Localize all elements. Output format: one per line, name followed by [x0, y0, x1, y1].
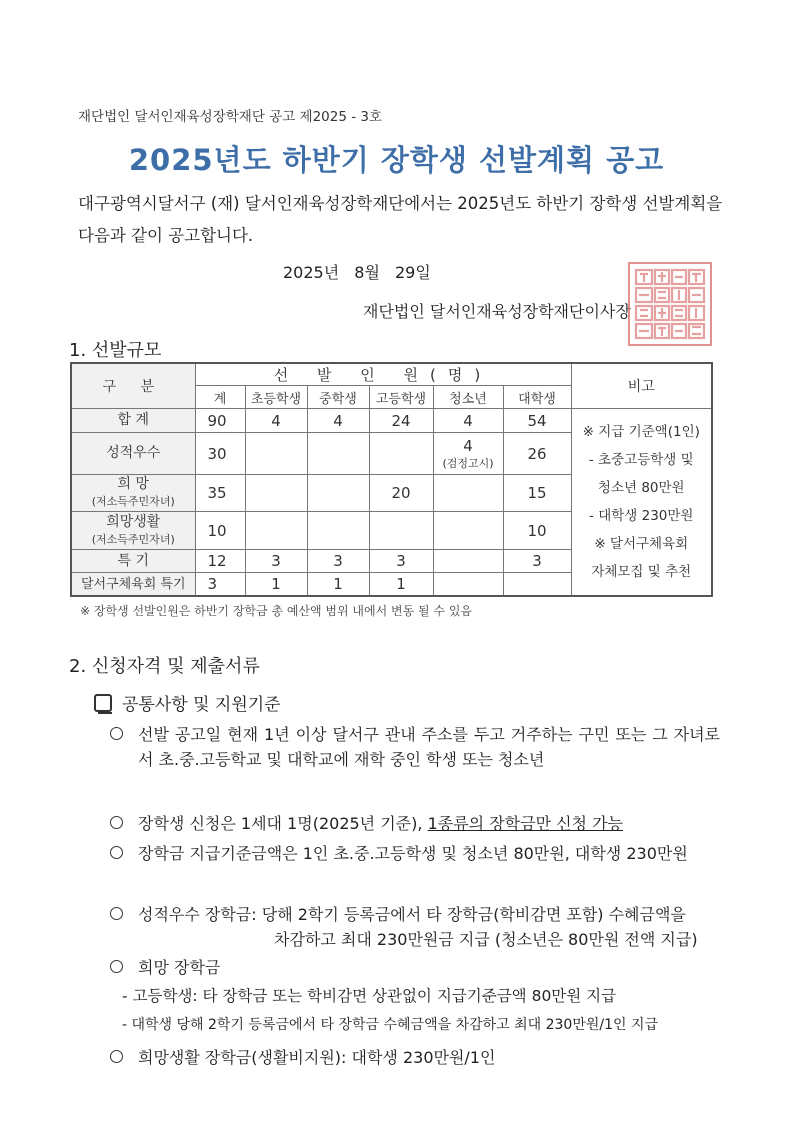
cell-youth: 4 [433, 409, 503, 433]
circle-bullet-icon [110, 907, 123, 920]
item-text-wrap [138, 811, 720, 836]
circle-bullet-icon [110, 816, 123, 829]
notice-date: 2025년 8월 29일 [283, 263, 431, 282]
item-text-wrap [138, 902, 720, 952]
cell-high: 1 [369, 573, 433, 597]
cell-youth [433, 573, 503, 597]
item-text: 장학금 지급기준금액은 1인 초.중.고등학생 및 청소년 80만원, 대학생 230만원 [138, 844, 688, 863]
cell-elementary [245, 512, 307, 550]
cell-youth [433, 475, 503, 512]
item-text: 희망 장학금 [138, 958, 221, 977]
section1-heading: 1. 선발규모 [69, 340, 162, 361]
row-label: 달서구체육회 특기 [71, 573, 195, 597]
circle-bullet-icon [110, 960, 123, 973]
subheader-elementary: 초등학생 [245, 386, 307, 409]
header-selection-count: 선 발 인 원(명) [195, 363, 571, 386]
cell-middle: 1 [307, 573, 369, 597]
list-item [110, 955, 720, 980]
cell-total: 30 [195, 433, 245, 475]
subheader-total: 계 [195, 386, 245, 409]
cell-middle [307, 512, 369, 550]
remarks-line: 청소년 80만원 [597, 480, 685, 496]
checkbox-square-icon [94, 694, 112, 712]
cell-youth-value: 4 [463, 436, 473, 455]
remarks-line: - 초중고등학생 및 [588, 452, 694, 468]
cell-university: 3 [503, 550, 571, 573]
official-seal-stamp [628, 262, 712, 346]
row-label: 희 망 [117, 476, 149, 492]
item-text: 선발 공고일 현재 1년 이상 달서구 관내 주소를 두고 거주하는 구민 또는 그 자녀로서 초.중.고등학교 및 대학교에 재학 중인 학생 또는 청소년 [138, 725, 720, 769]
list-item [110, 841, 720, 866]
cell-middle [307, 475, 369, 512]
cell-total: 35 [195, 475, 245, 512]
row-label-cell [71, 512, 195, 550]
cell-elementary: 1 [245, 573, 307, 597]
table-footnote: ※ 장학생 선발인원은 하반기 장학금 총 예산액 범위 내에서 변동 될 수 있음 [80, 604, 472, 618]
list-item [110, 811, 720, 836]
list-item [110, 722, 720, 772]
row-label: 성적우수 [71, 433, 195, 475]
item-text: 성적우수 장학금: 당해 2학기 등록금에서 타 장학금(학비감면 포함) 수혜금액을 [138, 905, 686, 924]
cell-youth [433, 512, 503, 550]
row-sublabel: (저소득주민자녀) [91, 532, 175, 546]
header-category: 구 분 [71, 363, 195, 409]
subheader-middle: 중학생 [307, 386, 369, 409]
item-text: 장학생 신청은 1세대 1명(2025년 기준), [138, 814, 428, 833]
row-label: 합 계 [71, 409, 195, 433]
remarks-line: 자체모집 및 추천 [591, 564, 692, 580]
section2-heading: 2. 신청자격 및 제출서류 [69, 656, 260, 677]
cell-total: 12 [195, 550, 245, 573]
table-row [71, 409, 712, 433]
common-requirements-heading [94, 690, 281, 715]
common-requirements-label: 공통사항 및 지원기준 [122, 695, 281, 715]
cell-university: 15 [503, 475, 571, 512]
cell-middle: 4 [307, 409, 369, 433]
cell-middle [307, 433, 369, 475]
circle-bullet-icon [110, 846, 123, 859]
cell-high: 24 [369, 409, 433, 433]
list-item [110, 902, 720, 952]
header-remarks: 비고 [571, 363, 712, 409]
item-text: 차감하고 최대 230만원금 지급 (청소년은 80만원 전액 지급) [274, 930, 698, 949]
item-text: 희망생활 장학금(생활비지원): 대학생 230만원/1인 [138, 1048, 496, 1067]
remarks-line: - 대학생 230만원 [589, 508, 694, 524]
sub-list-item: - 대학생 당해 2학기 등록금에서 타 장학금 수혜금액을 차감하고 최대 230만원/1인 지급 [122, 1017, 659, 1033]
cell-youth-note: (검정고시) [442, 456, 494, 470]
cell-total: 10 [195, 512, 245, 550]
cell-university: 26 [503, 433, 571, 475]
remarks-line: ※ 달서구체육회 [594, 536, 689, 552]
cell-youth [433, 433, 503, 475]
selection-table [70, 362, 713, 597]
cell-elementary [245, 475, 307, 512]
cell-total: 90 [195, 409, 245, 433]
circle-bullet-icon [110, 1050, 123, 1063]
page-title: 2025년도 하반기 장학생 선발계획 공고 [128, 143, 665, 177]
cell-elementary: 3 [245, 550, 307, 573]
remarks-line: ※ 지급 기준액(1인) [582, 424, 700, 440]
list-item [110, 1045, 720, 1070]
row-label-cell [71, 475, 195, 512]
cell-middle: 3 [307, 550, 369, 573]
notice-number: 재단법인 달서인재육성장학재단 공고 제2025 - 3호 [78, 109, 383, 125]
cell-high: 20 [369, 475, 433, 512]
cell-elementary [245, 433, 307, 475]
sub-list-item: - 고등학생: 타 장학금 또는 학비감면 상관없이 지급기준금액 80만원 지급 [122, 987, 617, 1005]
remarks-cell [571, 409, 712, 597]
cell-university: 10 [503, 512, 571, 550]
item-text-underlined: 1종류의 장학금만 신청 가능 [427, 814, 624, 833]
row-label: 희망생활 [106, 513, 161, 530]
cell-university [503, 573, 571, 597]
cell-high [369, 433, 433, 475]
cell-high: 3 [369, 550, 433, 573]
circle-bullet-icon [110, 727, 123, 740]
intro-paragraph: 대구광역시달서구 (재) 달서인재육성장학재단에서는 2025년도 하반기 장학생 선발계획을 다음과 같이 공고합니다. [78, 194, 723, 245]
subheader-youth: 청소년 [433, 386, 503, 409]
cell-total: 3 [195, 573, 245, 597]
issuer-name: 재단법인 달서인재육성장학재단이사장 [363, 302, 631, 321]
cell-university: 54 [503, 409, 571, 433]
cell-elementary: 4 [245, 409, 307, 433]
subheader-university: 대학생 [503, 386, 571, 409]
cell-high [369, 512, 433, 550]
subheader-high: 고등학생 [369, 386, 433, 409]
cell-youth [433, 550, 503, 573]
row-sublabel: (저소득주민자녀) [91, 495, 175, 508]
row-label: 특 기 [71, 550, 195, 573]
